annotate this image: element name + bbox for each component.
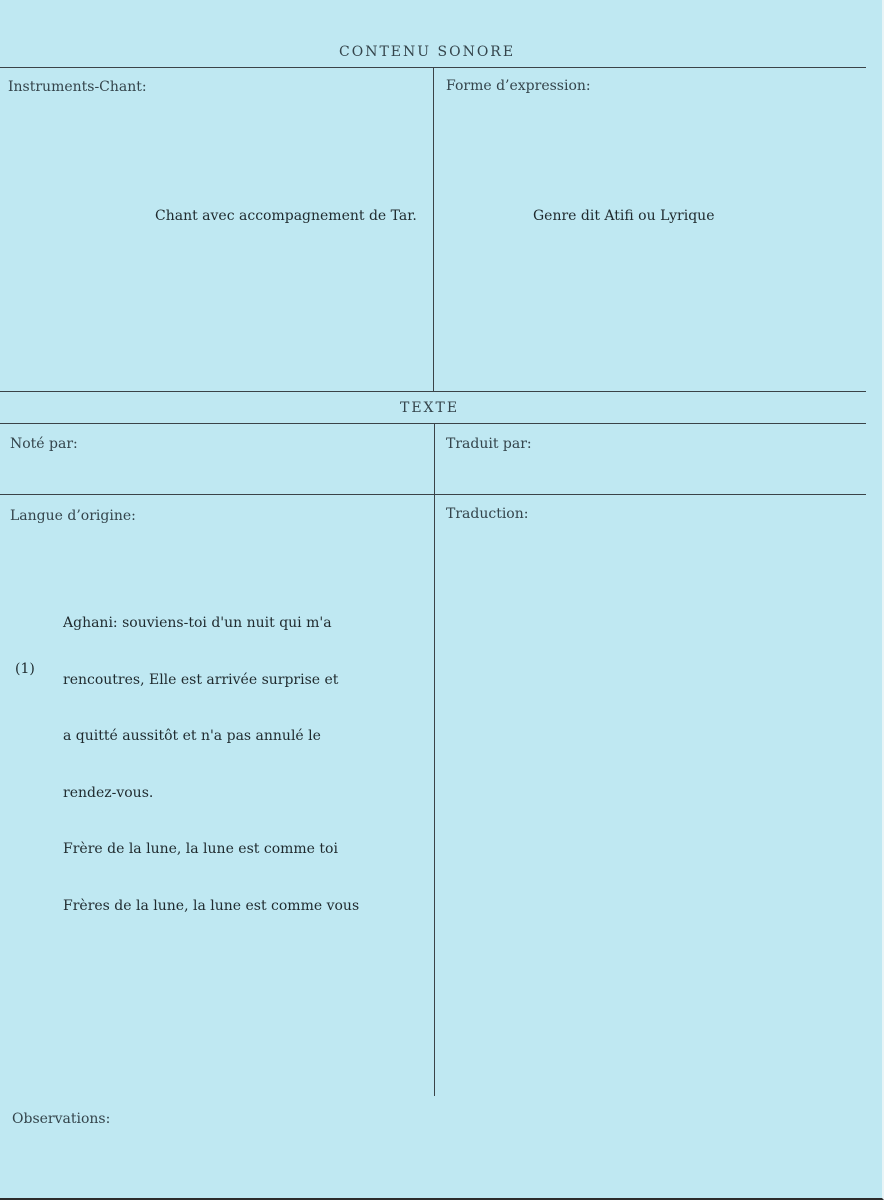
lyrics-line: rendez-vous. xyxy=(63,784,154,801)
lyrics-line: Aghani: souviens-toi d'un nuit qui m'a xyxy=(63,615,332,631)
note-marker: (1) xyxy=(15,661,35,677)
rule-mid xyxy=(0,391,866,392)
instruments-chant-value: Chant avec accompagnement de Tar. xyxy=(155,208,417,224)
refrain-line: Frères de la lune, la lune est comme vous xyxy=(63,897,360,914)
note-par-label: Noté par: xyxy=(10,436,78,452)
observations-label: Observations: xyxy=(12,1111,111,1127)
langue-origine-label: Langue d’origine: xyxy=(10,508,136,524)
lyrics-line: a quitté aussitôt et n'a pas annulé le xyxy=(63,728,321,744)
section-heading-texte: TEXTE xyxy=(400,400,460,416)
lyrics-line: rencoutres, Elle est arrivée surprise et xyxy=(63,671,339,688)
instruments-chant-label: Instruments-Chant: xyxy=(8,79,147,95)
refrain-line: Frère de la lune, la lune est comme toi xyxy=(63,841,338,857)
forme-expression-label: Forme d’expression: xyxy=(446,78,591,94)
lyrics-block xyxy=(63,577,359,952)
rule-texte xyxy=(0,423,866,424)
traduit-par-label: Traduit par: xyxy=(446,436,532,452)
traduction-label: Traduction: xyxy=(446,506,529,522)
forme-expression-value: Genre dit Atifi ou Lyrique xyxy=(533,208,715,224)
rule-divider-lower xyxy=(434,423,435,1096)
rule-divider-upper xyxy=(433,67,434,391)
rule-note-par xyxy=(0,494,866,495)
section-heading-contenu-sonore: CONTENU SONORE xyxy=(339,44,516,60)
